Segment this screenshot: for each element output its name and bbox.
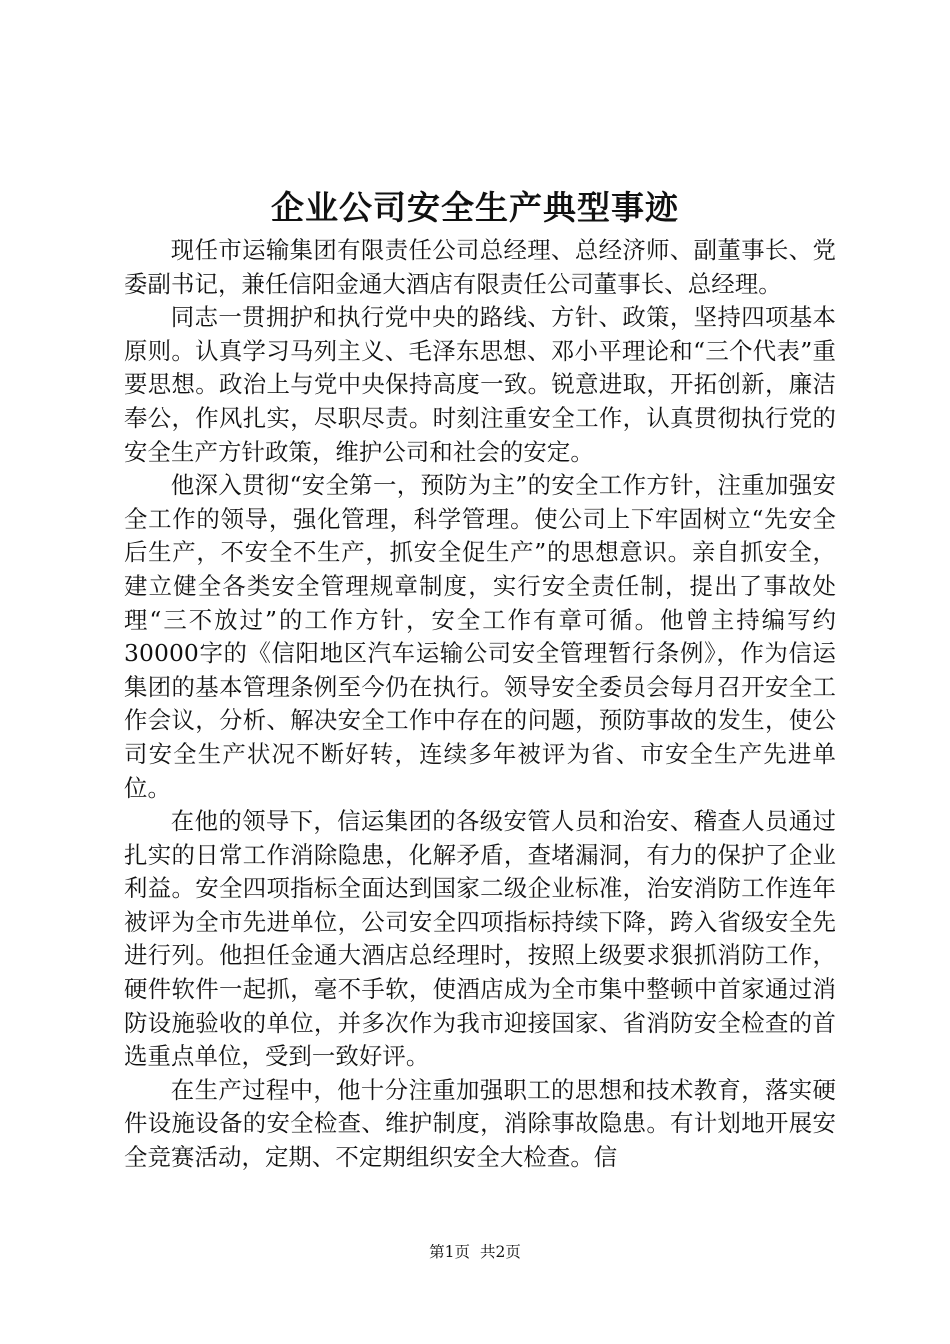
page-footer [0,1240,950,1264]
document-body [124,234,836,1175]
page-number: 第1页 [429,1243,470,1261]
page-total: 共2页 [480,1243,521,1261]
paragraph-5: 在生产过程中，他十分注重加强职工的思想和技术教育，落实硬件设施设备的安全检查、维护制度，消除事故隐患。有计划地开展安全竞赛活动，定期、不定期组织安全大检查。信 [124,1075,836,1172]
paragraph-1: 现任市运输集团有限责任公司总经理、总经济师、副董事长、党委副书记，兼任信阳金通大酒店有限责任公司董事长、总经理。 [124,236,836,298]
document-title: 企业公司安全生产典型事迹 [271,188,679,227]
paragraph-2: 同志一贯拥护和执行党中央的路线、方针、政策，坚持四项基本原则。认真学习马列主义、毛泽东思想、邓小平理论和“三个代表”重要思想。政治上与党中央保持高度一致。锐意进取，开拓创新，廉洁奉公，作风扎实，尽职尽责。时刻注重安全工作，认真贯彻执行党的安全生产方针政策，维护公司和社会的安定。 [124,303,836,466]
paragraph-3: 他深入贯彻“安全第一，预防为主”的安全工作方针，注重加强安全工作的领导，强化管理，科学管理。使公司上下牢固树立“先安全后生产，不安全不生产，抓安全促生产”的思想意识。亲自抓安全，建立健全各类安全管理规章制度，实行安全责任制，提出了事故处理“三不放过”的工作方针，安全工作有章可循。他曾主持编写约30000字的《信阳地区汽车运输公司安全管理暂行条例》，作为信运集团的基本管理条例至今仍在执行。领导安全委员会每月召开安全工作会议，分析、解决安全工作中存在的问题，预防事故的发生，使公司安全生产状况不断好转，连续多年被评为省、市安全生产先进单位。 [124,471,836,802]
paragraph-4: 在他的领导下，信运集团的各级安管人员和治安、稽查人员通过扎实的日常工作消除隐患，化解矛盾，查堵漏洞，有力的保护了企业利益。安全四项指标全面达到国家二级企业标准，治安消防工作连年被评为全市先进单位，公司安全四项指标持续下降，跨入省级安全先进行列。他担任金通大酒店总经理时，按照上级要求狠抓消防工作，硬件软件一起抓，毫不手软，使酒店成为全市集中整顿中首家通过消防设施验收的单位，并多次作为我市迎接国家、省消防安全检查的首选重点单位，受到一致好评。 [124,807,836,1071]
